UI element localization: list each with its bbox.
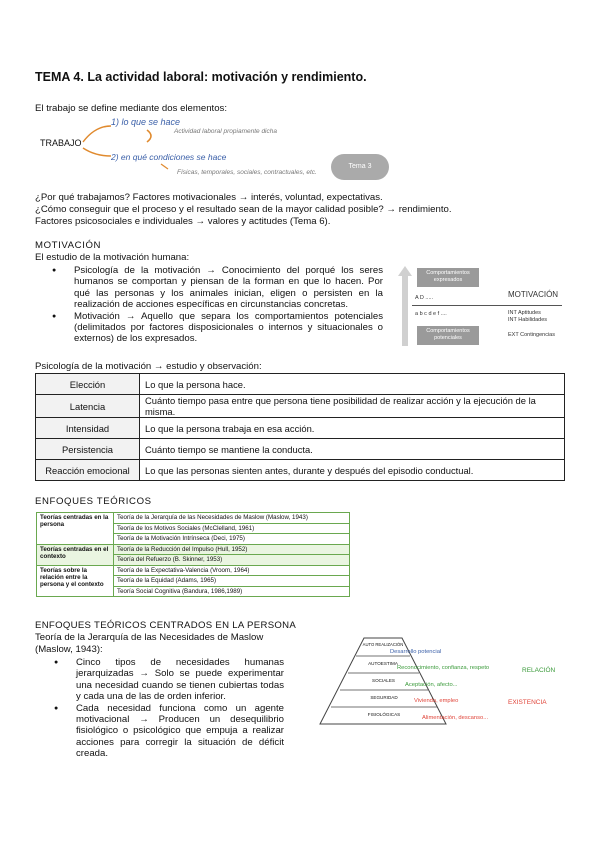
psych-table-caption: Psicología de la motivación → estudio y observación: [35,361,262,372]
row-key: Persistencia [36,439,140,460]
persona-heading: ENFOQUES TEÓRICOS CENTRADOS EN LA PERSONA [35,620,297,631]
note-4: Vivienda, empleo [414,698,459,704]
level-4: SEGURIDAD [370,695,398,700]
theory-item: Teoría de la Jerarquía de las Necesidades de Maslow (Maslow, 1943) [114,513,350,524]
label-relacion: RELACIÓN [522,667,556,674]
theory-item: Teoría Social Cognitiva (Bandura, 1986,1989) [114,586,350,597]
group-label: Teorías sobre la relación entre la persona y el contexto [37,565,114,597]
group-label: Teorías centradas en el contexto [37,544,114,565]
ext-contingencias: EXT Contingencias [508,332,555,338]
enfoques-table [36,512,350,597]
table-row [37,565,350,576]
cloud-shape [331,154,389,180]
note-1: Desarrollo potencial [390,649,442,655]
table-row [37,513,350,524]
level-2: AUTOESTIMA [368,661,398,666]
question-1: ¿Por qué trabajamos? Factores motivacionales → interés, voluntad, expectativas. [35,192,383,203]
motivation-figure [398,266,568,346]
box-potential: Comportamientos potenciales [417,326,479,345]
row-key: Intensidad [36,418,140,439]
question-3: Factores psicosociales e individuales → valores y actitudes (Tema 6). [35,216,331,227]
int-habilidades: INT Habilidades [508,317,548,323]
row-value: Lo que la persona hace. [140,374,565,395]
persona-bullet-2: ● Cada necesidad funciona como un agente motivacional → Producen un desequilibrio fisiológico o psicológico que empuja a realizar acciones para corregir la situación de déficit creada. [54,703,284,760]
box-expressed: Comportamientos expresados [417,268,479,287]
group-label: Teorías centradas en la persona [37,513,114,545]
note-3: Aceptación, afecto... [405,682,458,688]
maslow-pyramid [318,636,568,731]
level-5: FISIOLÓGICAS [367,712,401,717]
diagram-item1: 1) lo que se hace [111,117,181,127]
intro-text: El trabajo se define mediante dos elementos: [35,103,227,114]
table-row [36,374,565,395]
level-3: SOCIALES [372,678,395,683]
maslow-theory: Teoría de la Jerarquía de las Necesidades de Maslow (Maslow, 1943): [35,632,264,655]
theory-item: Teoría de los Motivos Sociales (McClelland, 1961) [114,523,350,534]
int-aptitudes: INT Aptitudes [508,310,541,316]
psych-table [35,373,565,481]
enfoques-heading: ENFOQUES TEÓRICOS [35,496,152,507]
persona-bullets [54,657,284,760]
letters-top: A D ..... [415,295,434,301]
diagram-item1-note: Actividad laboral propiamente dicha [174,128,277,135]
theory-item: Teoría de la Reducción del Impulso (Hull, 1952) [114,544,350,555]
row-key: Elección [36,374,140,395]
theory-item: Teoría de la Expectativa-Valencia (Vroom, 1964) [114,565,350,576]
motivation-bullets [52,265,383,345]
table-row [36,395,565,418]
row-key: Reacción emocional [36,460,140,481]
motivation-label: MOTIVACIÓN [508,290,559,299]
label-existencia: EXISTENCIA [508,699,547,706]
row-value: Cuánto tiempo se mantiene la conducta. [140,439,565,460]
motivation-bullet-2: ● Motivación → Aquello que separa los comportamientos potenciales (delimitados por factores disposicionales o internos y situacionales o externos) de los expresados. [52,311,383,345]
theory-item: Teoría del Refuerzo (B. Skinner, 1953) [114,555,350,566]
table-row [36,460,565,481]
theory-item: Teoría de la Motivación Intrínseca (Deci, 1975) [114,534,350,545]
theory-item: Teoría de la Equidad (Adams, 1965) [114,576,350,587]
table-row [36,418,565,439]
diagram-item2: 2) en qué condiciones se hace [111,152,227,162]
cloud-label: Tema 3 [348,163,372,170]
row-key: Latencia [36,395,140,418]
motivation-subheading: El estudio de la motivación humana: [35,252,190,263]
note-2: Reconocimiento, confianza, respeto [397,665,490,671]
trabajo-diagram [35,118,395,188]
level-1: AUTO REALIZACIÓN [362,642,404,647]
motivation-bullet-1: ● Psicología de la motivación → Conocimiento del porqué los seres humanos se comportan y piensan de la forman en que lo hacen. Por qué las personas y los animales inician, eligen o persisten en la realización de acciones específicas en circunstancias concretas. [52,265,383,311]
diagram-item2-note: Físicas, temporales, sociales, contractuales, etc. [177,169,317,176]
arrow-up-icon [398,266,412,346]
note-5: Alimentación, descanso... [422,715,489,721]
divider-line [412,305,562,306]
persona-bullet-1: ● Cinco tipos de necesidades humanas jerarquizadas → Solo se puede experimentar una necesidad cuando se tienen cubiertas todas y cada una de las de orden inferior. [54,657,284,703]
motivation-heading: MOTIVACIÓN [35,240,102,251]
question-2: ¿Cómo conseguir que el proceso y el resultado sean de la mayor calidad posible? → rendimiento. [35,204,452,215]
letters-bottom: a b c d e f .... [415,311,447,317]
row-value: Lo que la persona trabaja en esa acción. [140,418,565,439]
row-value: Lo que las personas sienten antes, durante y después del episodio conductual. [140,460,565,481]
row-value: Cuánto tiempo pasa entre que persona tiene posibilidad de realizar acción y la ejecución de la misma. [140,395,565,418]
page-title: TEMA 4. La actividad laboral: motivación y rendimiento. [35,70,367,84]
table-row [36,439,565,460]
table-row [37,544,350,555]
diagram-root: TRABAJO [40,138,82,148]
